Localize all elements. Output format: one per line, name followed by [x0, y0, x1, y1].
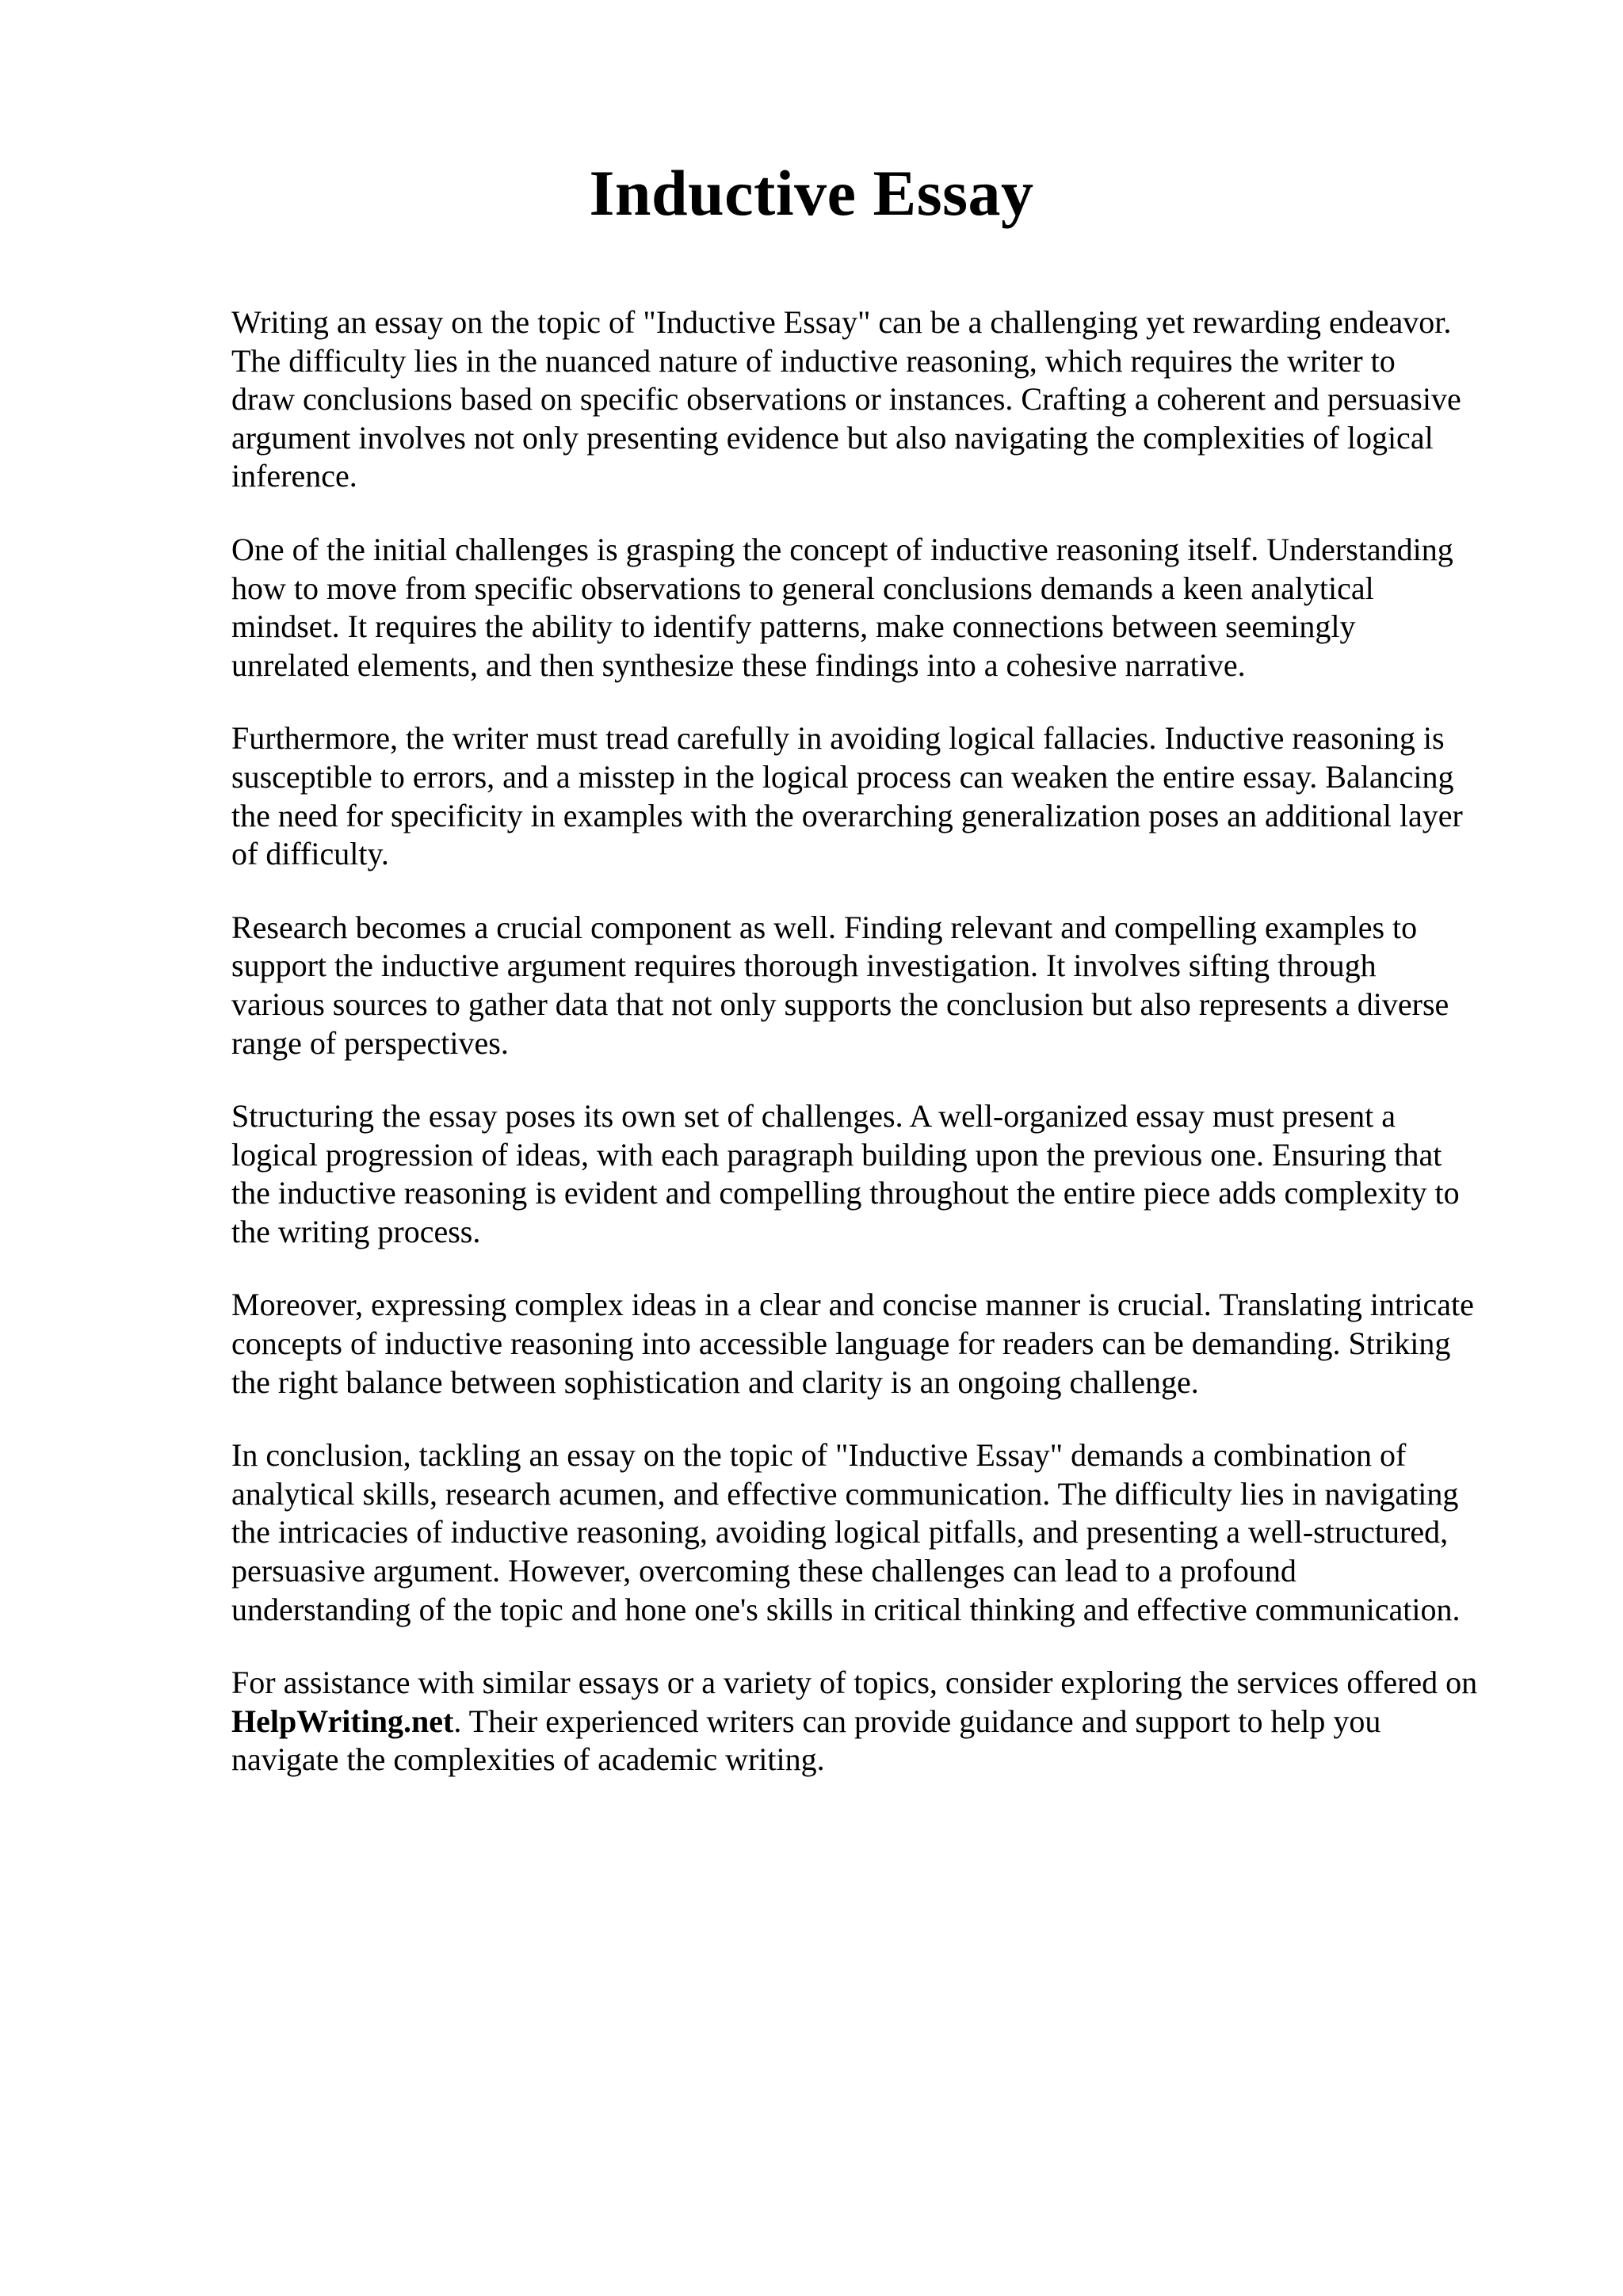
page-title: Inductive Essay [589, 157, 1034, 229]
text-line [231, 1703, 1531, 1741]
text-line: unrelated elements, and then synthesize these findings into a cohesive narrative. [231, 646, 1246, 683]
text-fragment: . Their experienced writers can provide guidance and support to help you [453, 1703, 1381, 1739]
text-line: the inductive reasoning is evident and compelling throughout the entire piece adds complexity to [231, 1175, 1460, 1211]
text-line: analytical skills, research acumen, and effective communication. The difficulty lies in navigating [231, 1475, 1459, 1512]
text-line: One of the initial challenges is grasping the concept of inductive reasoning itself. Understanding [231, 531, 1453, 567]
text-line: susceptible to errors, and a misstep in the logical process can weaken the entire essay. Balancing [231, 758, 1454, 795]
text-line: draw conclusions based on specific observations or instances. Crafting a coherent and persuasive [231, 381, 1461, 418]
paragraph-fallacies [231, 719, 1531, 873]
text-line: support the inductive argument requires thorough investigation. It involves sifting through [231, 948, 1377, 984]
paragraph-conclusion [231, 1436, 1531, 1629]
text-line: Research becomes a crucial component as well. Finding relevant and compelling examples to [231, 909, 1418, 945]
text-line: Writing an essay on the topic of "Inductive Essay" can be a challenging yet rewarding endeavor. [231, 304, 1452, 340]
text-line: mindset. It requires the ability to identify patterns, make connections between seemingly [231, 608, 1356, 645]
paragraph-research [231, 909, 1531, 1062]
paragraph-concept [231, 531, 1531, 685]
text-line: the need for specificity in examples with the overarching generalization poses an additional layer [231, 797, 1463, 833]
text-line: concepts of inductive reasoning into accessible language for readers can be demanding. Striking [231, 1325, 1451, 1362]
text-line: range of perspectives. [231, 1024, 509, 1061]
text-line: Moreover, expressing complex ideas in a clear and concise manner is crucial. Translating intricate [231, 1287, 1474, 1323]
text-line: argument involves not only presenting evidence but also navigating the complexities of logical [231, 419, 1434, 456]
text-line: how to move from specific observations to general conclusions demands a keen analytical [231, 570, 1374, 606]
text-line: The difficulty lies in the nuanced nature of inductive reasoning, which requires the writer to [231, 342, 1396, 379]
text-line: Structuring the essay poses its own set of challenges. A well-organized essay must present a [231, 1098, 1396, 1135]
text-line: navigate the complexities of academic writing. [231, 1741, 825, 1778]
text-line: the right balance between sophistication and clarity is an ongoing challenge. [231, 1363, 1199, 1400]
text-line: persuasive argument. However, overcoming these challenges can lead to a profound [231, 1553, 1296, 1589]
text-line: the writing process. [231, 1213, 481, 1249]
brand-name: HelpWriting.net [231, 1703, 454, 1739]
text-line: In conclusion, tackling an essay on the topic of "Inductive Essay" demands a combination of [231, 1437, 1407, 1474]
text-line: Furthermore, the writer must tread carefully in avoiding logical fallacies. Inductive reasoning is [231, 720, 1445, 757]
text-line: various sources to gather data that not only supports the conclusion but also represents a diverse [231, 986, 1449, 1022]
text-line: the intricacies of inductive reasoning, avoiding logical pitfalls, and presenting a well-structured, [231, 1514, 1449, 1550]
paragraph-closing [231, 1664, 1531, 1779]
paragraph-clarity [231, 1286, 1531, 1402]
paragraph-structure [231, 1097, 1531, 1251]
text-line: understanding of the topic and hone one's skills in critical thinking and effective communication. [231, 1591, 1461, 1627]
essay-body [231, 303, 1531, 1814]
text-line: inference. [231, 458, 357, 494]
paragraph-introduction [231, 303, 1531, 496]
text-line: logical progression of ideas, with each paragraph building upon the previous one. Ensuring that [231, 1136, 1442, 1173]
text-line: For assistance with similar essays or a variety of topics, consider exploring the services offered on [231, 1665, 1478, 1701]
text-line: of difficulty. [231, 836, 389, 872]
